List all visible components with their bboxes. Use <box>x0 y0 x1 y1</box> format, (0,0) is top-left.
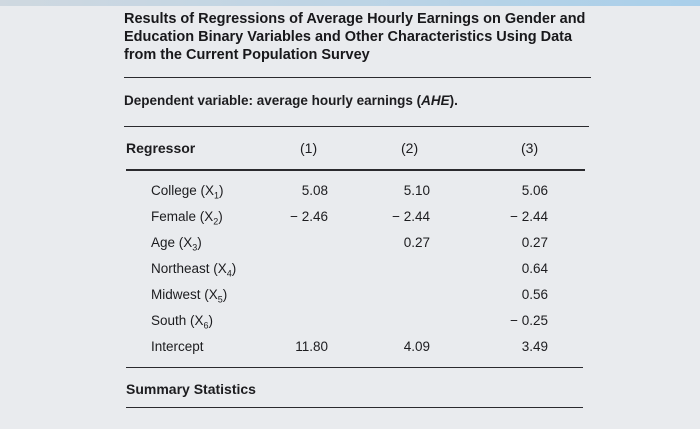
summary-statistics-heading: Summary Statistics <box>126 381 256 397</box>
dependent-variable-note <box>124 93 458 108</box>
row-label-close: ) <box>219 183 224 198</box>
coef-col-1: 5.08 <box>301 183 328 198</box>
coef-col-2: 4.09 <box>403 339 430 354</box>
row-label-text: Female (X <box>151 209 214 224</box>
header-col-1: (1) <box>300 140 318 156</box>
top-edge-bar <box>0 0 700 6</box>
coef-col-1: − 2.46 <box>290 209 328 224</box>
row-label-close: ) <box>208 313 214 328</box>
row-label <box>151 235 202 253</box>
header-col-3: (3) <box>521 140 539 156</box>
summary-rule <box>126 407 583 408</box>
coef-col-2: − 2.44 <box>392 209 430 224</box>
row-label-close: ) <box>218 209 223 224</box>
coef-col-1: 11.80 <box>295 339 328 354</box>
table-bottom-rule <box>126 367 583 368</box>
row-label-text: South (X <box>151 313 204 328</box>
row-label-subscript: 2 <box>213 216 219 227</box>
row-label-text: Intercept <box>151 339 204 354</box>
row-label-text: Midwest (X <box>151 287 218 302</box>
row-label-close: ) <box>197 235 202 250</box>
header-col-2: (2) <box>401 140 419 156</box>
title-rule <box>124 77 591 78</box>
coef-col-3: 3.49 <box>521 339 548 354</box>
row-label-subscript: 6 <box>203 320 209 331</box>
row-label-subscript: 3 <box>192 242 198 253</box>
row-label-text: College (X <box>151 183 215 198</box>
row-label <box>151 313 213 331</box>
row-label-subscript: 1 <box>214 190 220 201</box>
row-label-text: Northeast (X <box>151 261 227 276</box>
coef-col-3: 5.06 <box>521 183 548 198</box>
row-label-close: ) <box>231 261 237 276</box>
header-regressor: Regressor <box>126 140 196 156</box>
row-label-subscript: 4 <box>226 268 232 279</box>
row-label <box>151 339 204 354</box>
coef-col-3: − 0.25 <box>510 313 548 328</box>
row-label <box>151 261 236 279</box>
coef-col-2: 0.27 <box>403 235 430 250</box>
header-rule <box>126 169 585 171</box>
row-label-text: Age (X <box>151 235 193 250</box>
coef-col-3: − 2.44 <box>510 209 548 224</box>
row-label-close: ) <box>222 287 228 302</box>
coef-col-3: 0.27 <box>521 235 548 250</box>
depvar-rule <box>124 126 589 127</box>
dependent-variable-text: Dependent variable: average hourly earnings (AHE). <box>124 93 458 108</box>
row-label <box>151 183 224 201</box>
row-label-subscript: 5 <box>217 294 223 305</box>
row-label <box>151 209 223 227</box>
table-title: Results of Regressions of Average Hourly Earnings on Gender and Education Binary Variables and Other Characteristics Using Data from the Current Population Survey <box>124 11 586 63</box>
coef-col-3: 0.56 <box>521 287 548 302</box>
coef-col-2: 5.10 <box>403 183 430 198</box>
row-label <box>151 287 227 305</box>
coef-col-3: 0.64 <box>521 261 548 276</box>
